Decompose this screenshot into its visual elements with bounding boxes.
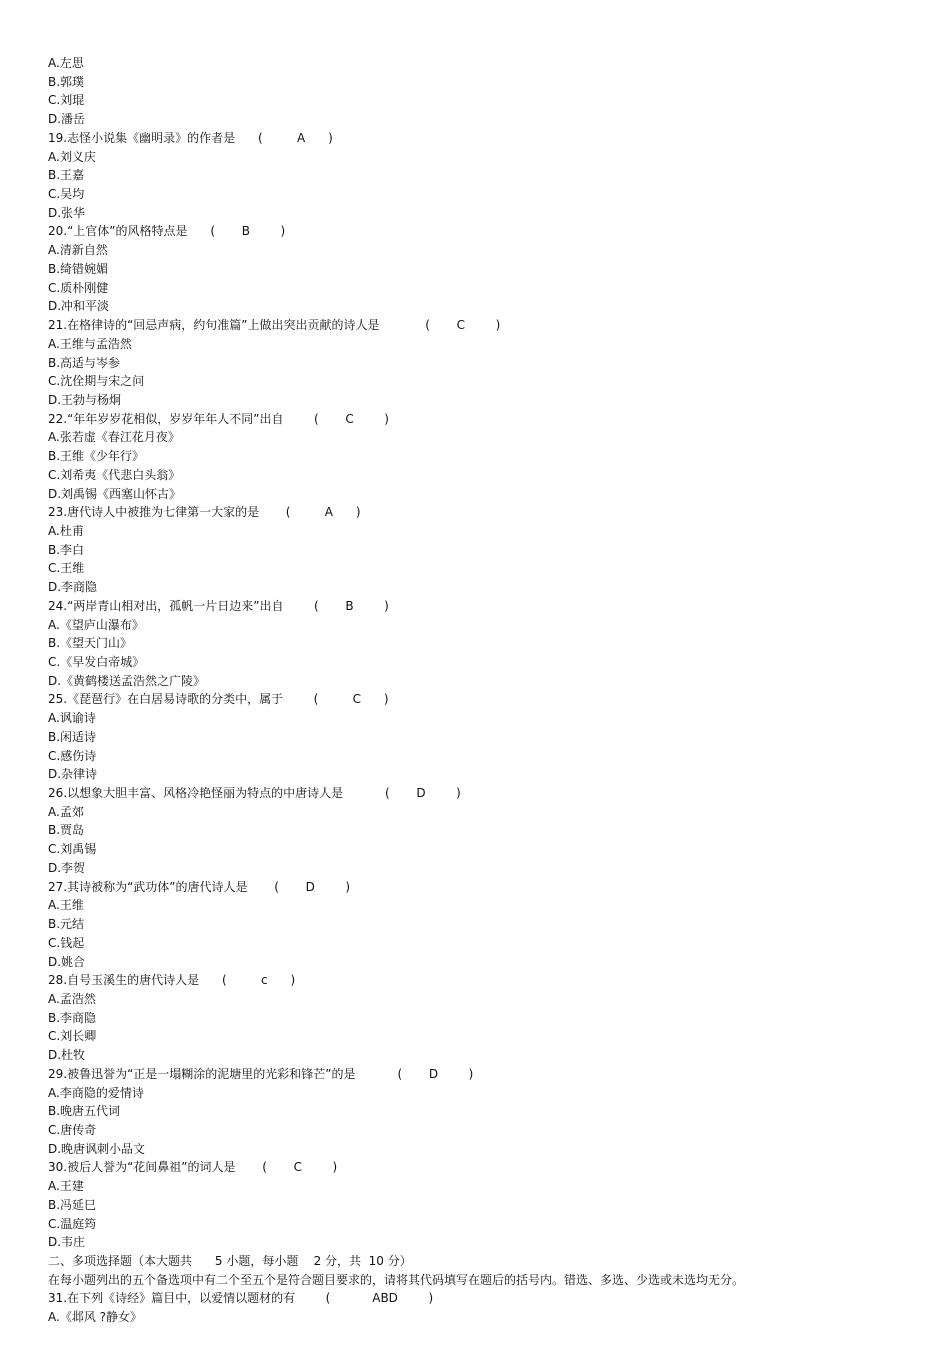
text-line: B.王嘉 [48,168,85,183]
text-line: A.杜甫 [48,523,84,538]
text-line: 二、多项选择题（本大题共 5 小题，每小题 2 分，共 10 分） [48,1254,412,1268]
text-line: A.张若虚《春江花月夜》 [48,430,180,445]
text-line: B.王维《少年行》 [48,449,145,464]
text-line: 30.被后人誉为“花间鼻祖”的词人是 ( C ) [48,1160,338,1175]
text-line: D.《黄鹤楼送孟浩然之广陵》 [48,673,206,688]
text-line: B.李商隐 [48,1010,97,1025]
text-line: A.刘义庆 [48,149,96,164]
text-line: 25.《琵琶行》在白居易诗歌的分类中，属于 ( C ) [48,692,389,707]
text-line: B.冯延巳 [48,1197,97,1212]
text-line: 19.志怪小说集《幽明录》的作者是 ( A ) [48,130,333,145]
text-line: C.刘琨 [48,93,85,108]
text-line: A.清新自然 [48,243,108,258]
text-line: C.吴均 [48,187,85,202]
text-line: D.杂律诗 [48,767,98,782]
text-line: C.《早发白帝城》 [48,655,145,669]
text-line: A.李商隐的爱情诗 [48,1085,144,1100]
text-line: A.左思 [48,56,84,70]
text-line: B.《望天门山》 [48,636,133,651]
text-line: B.李白 [48,542,85,557]
text-line: A.孟浩然 [48,991,96,1006]
text-line: C.钱起 [48,935,85,950]
text-line: 23.唐代诗人中被推为七律第一大家的是 ( A ) [48,505,361,520]
text-line: D.冲和平淡 [48,299,110,314]
text-line: C.王维 [48,561,85,576]
text-line: D.李商隐 [48,580,98,595]
text-line: A.孟郊 [48,804,84,819]
text-line: A.讽谕诗 [48,711,96,726]
text-line: A.王建 [48,1179,84,1194]
text-line: A.王维 [48,898,84,913]
text-line: D.姚合 [48,954,86,969]
text-line: C.温庭筠 [48,1216,97,1231]
text-line: D.王勃与杨炯 [48,392,122,407]
text-line: 27.其诗被称为“武功体”的唐代诗人是 ( D ) [48,879,351,894]
text-line: C.感伤诗 [48,748,97,763]
text-line: D.韦庄 [48,1235,86,1250]
text-line: C.沈佺期与宋之问 [48,374,145,389]
text-line: C.刘长卿 [48,1029,97,1044]
text-line: D.晚唐讽刺小品文 [48,1141,146,1156]
text-line: 20.“上官体”的风格特点是 ( B ) [48,224,286,239]
text-line: C.质朴刚健 [48,280,109,295]
text-line: 24.“两岸青山相对出，孤帆一片日边来”出自 ( B ) [48,598,389,613]
text-line: C.刘希夷《代悲白头翁》 [48,467,181,482]
text-line: B.闲适诗 [48,729,97,744]
text-line: A.《望庐山瀑布》 [48,617,144,632]
text-line: D.李贺 [48,860,86,875]
text-line: 28.自号玉溪生的唐代诗人是 ( c ) [48,973,296,988]
text-line: B.绮错婉媚 [48,261,109,276]
text-line: 22.“年年岁岁花相似，岁岁年年人不同”出自 ( C ) [48,411,389,426]
text-line: A.王维与孟浩然 [48,336,132,351]
text-line: 在每小题列出的五个备选项中有二个至五个是符合题目要求的，请将其代码填写在题后的括号内。错选、多选、少选或未选均无分。 [48,1272,745,1287]
text-line: C.唐传奇 [48,1122,97,1137]
text-line: B.贾岛 [48,823,85,838]
text-line: B.郭璞 [48,74,85,89]
text-line: C.刘禹锡 [48,842,97,857]
text-line: D.刘禹锡《西塞山怀古》 [48,486,182,501]
text-line: 21.在格律诗的“回忌声病，约句准篇”上做出突出贡献的诗人是 ( C ) [48,318,501,333]
text-line: B.高适与岑参 [48,355,121,370]
text-line: 31.在下列《诗经》篇目中，以爱情以题材的有 ( ABD ) [48,1291,434,1306]
text-line: D.杜牧 [48,1048,86,1063]
text-line: D.张华 [48,205,86,220]
text-line: 29.被鲁迅誉为“正是一塌糊涂的泥塘里的光彩和锋芒”的是 ( D ) [48,1066,474,1081]
text-line: 26.以想象大胆丰富、风格冷艳怪丽为特点的中唐诗人是 ( D ) [48,786,461,801]
text-line: A.《邶风 ?静女》 [48,1310,142,1325]
text-line: B.晚唐五代词 [48,1104,121,1119]
text-line: D.潘岳 [48,112,86,127]
text-line: B.元结 [48,917,85,932]
